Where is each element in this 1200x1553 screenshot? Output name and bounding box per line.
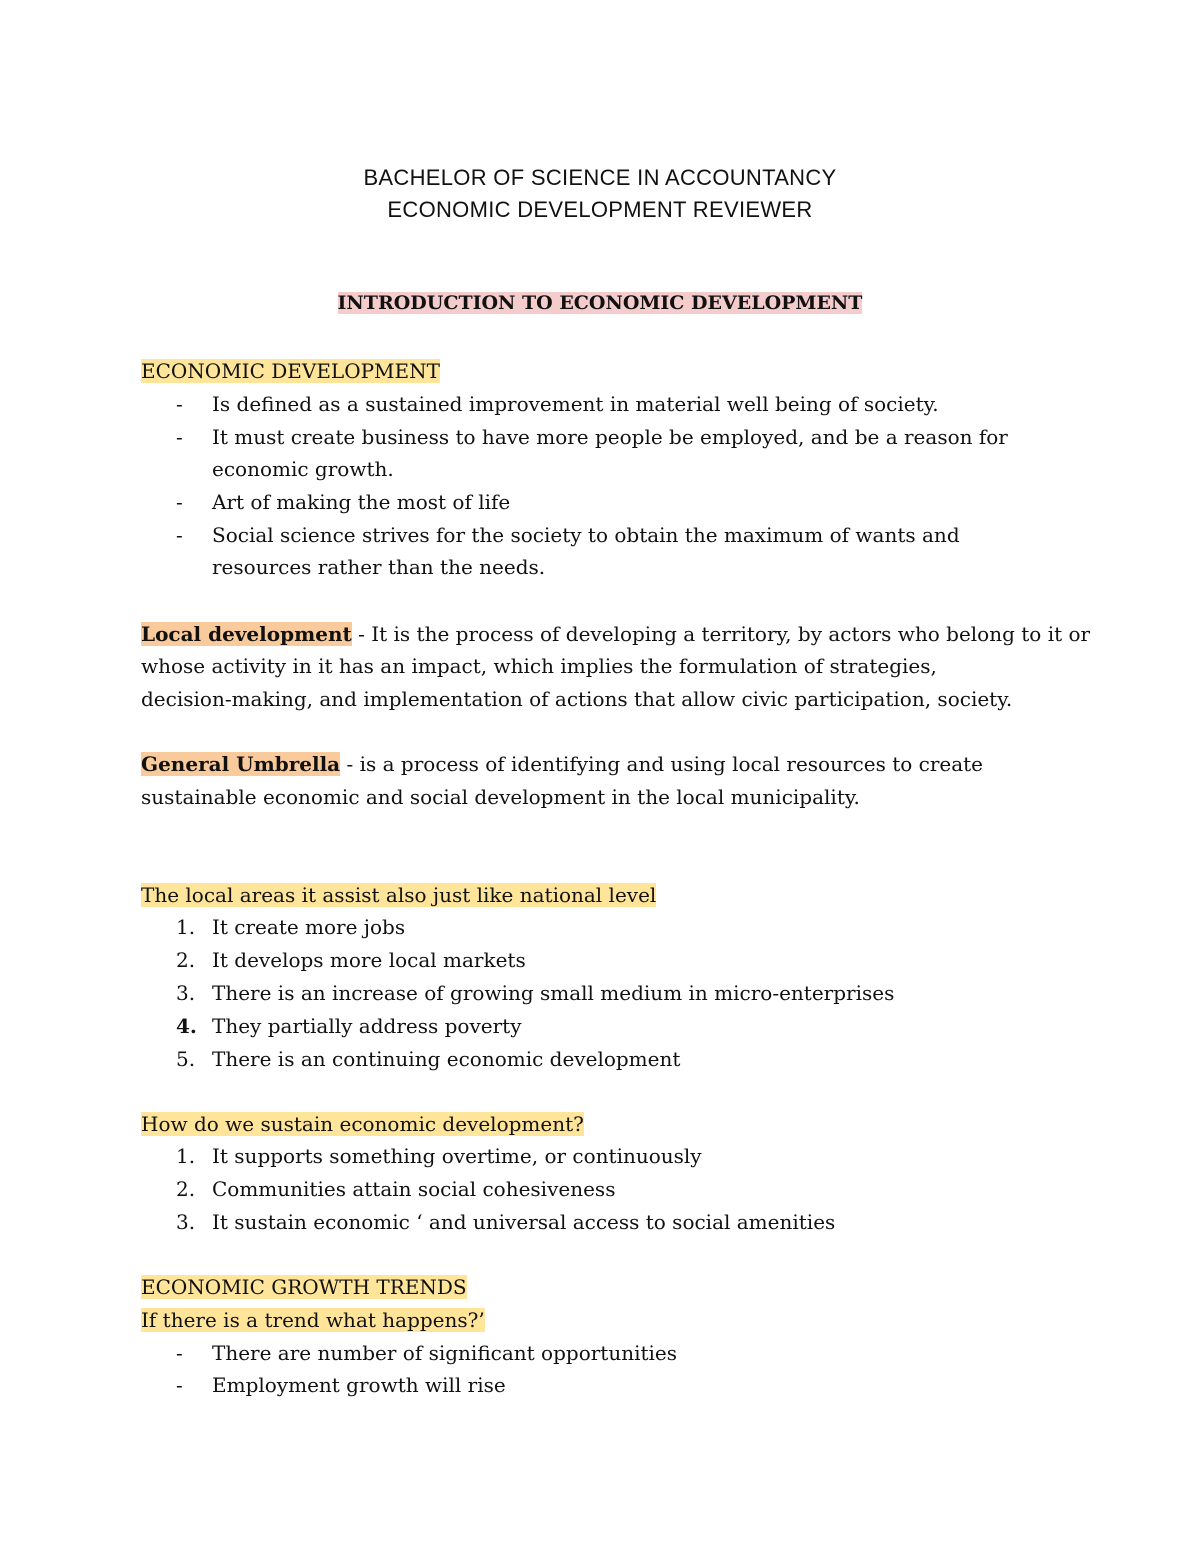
item-text: It supports something overtime, or continuously: [212, 1144, 702, 1168]
local-areas-heading: [141, 881, 656, 909]
bullet-dash: -: [176, 523, 183, 547]
document-title-line-1: BACHELOR OF SCIENCE IN ACCOUNTANCY: [363, 165, 837, 190]
sustain-heading: [141, 1110, 584, 1138]
item-text: They partially address poverty: [212, 1014, 522, 1038]
local-development-line-2: whose activity in it has an impact, which implies the formulation of strategies,: [141, 654, 937, 678]
list-item-text: It must create business to have more people be employed, and be a reason for: [212, 425, 1008, 449]
document-title-line-2: ECONOMIC DEVELOPMENT REVIEWER: [387, 197, 813, 222]
trends-heading-text: ECONOMIC GROWTH TRENDS: [141, 1275, 467, 1299]
item-text: There is an continuing economic development: [212, 1047, 681, 1071]
item-number: 4.: [176, 1014, 197, 1038]
list-item-text: Is defined as a sustained improvement in material well being of society.: [212, 392, 939, 416]
general-umbrella-term: General Umbrella: [141, 752, 341, 776]
local-development-definition: - It is the process of developing a territory, by actors who belong to it or: [351, 622, 1091, 646]
item-text: It sustain economic ‘ and universal access to social amenities: [212, 1210, 836, 1234]
bullet-dash: -: [176, 490, 183, 514]
list-item-text: Art of making the most of life: [212, 490, 511, 514]
item-text: It develops more local markets: [212, 948, 526, 972]
trends-subheading: [141, 1306, 485, 1334]
item-number: 1.: [176, 915, 196, 939]
local-development-line-3: decision-making, and implementation of actions that allow civic participation, society.: [141, 687, 1013, 711]
item-text: It create more jobs: [212, 915, 406, 939]
list-item-text: There are number of significant opportunities: [212, 1341, 678, 1365]
general-umbrella-paragraph: [141, 750, 983, 778]
bullet-dash: -: [176, 1373, 183, 1397]
general-umbrella-line-2: sustainable economic and social development in the local municipality.: [141, 785, 860, 809]
local-development-paragraph: [141, 620, 1090, 648]
item-text: Communities attain social cohesiveness: [212, 1177, 616, 1201]
trends-heading: [141, 1273, 467, 1301]
section-heading-introduction: [0, 292, 1200, 314]
item-number: 5.: [176, 1047, 196, 1071]
item-number: 3.: [176, 981, 196, 1005]
item-number: 1.: [176, 1144, 196, 1168]
sustain-heading-text: How do we sustain economic development?: [141, 1112, 584, 1136]
item-number: 2.: [176, 1177, 196, 1201]
trends-subheading-text: If there is a trend what happens?’: [141, 1308, 485, 1332]
list-item-continuation: economic growth.: [212, 457, 394, 481]
bullet-dash: -: [176, 392, 183, 416]
bullet-dash: -: [176, 425, 183, 449]
bullet-dash: -: [176, 1341, 183, 1365]
list-item-text: Social science strives for the society to obtain the maximum of wants and: [212, 523, 960, 547]
econ-dev-heading-text: ECONOMIC DEVELOPMENT: [141, 359, 440, 383]
local-areas-heading-text: The local areas it assist also just like national level: [141, 883, 657, 907]
local-development-term: Local development: [141, 622, 352, 646]
list-item-continuation: resources rather than the needs.: [212, 555, 546, 579]
econ-dev-heading: [141, 357, 440, 385]
list-item-text: Employment growth will rise: [212, 1373, 506, 1397]
general-umbrella-definition: - is a process of identifying and using local resources to create: [340, 752, 984, 776]
item-number: 2.: [176, 948, 196, 972]
item-number: 3.: [176, 1210, 196, 1234]
intro-heading-text: INTRODUCTION TO ECONOMIC DEVELOPMENT: [337, 292, 863, 314]
item-text: There is an increase of growing small medium in micro-enterprises: [212, 981, 895, 1005]
